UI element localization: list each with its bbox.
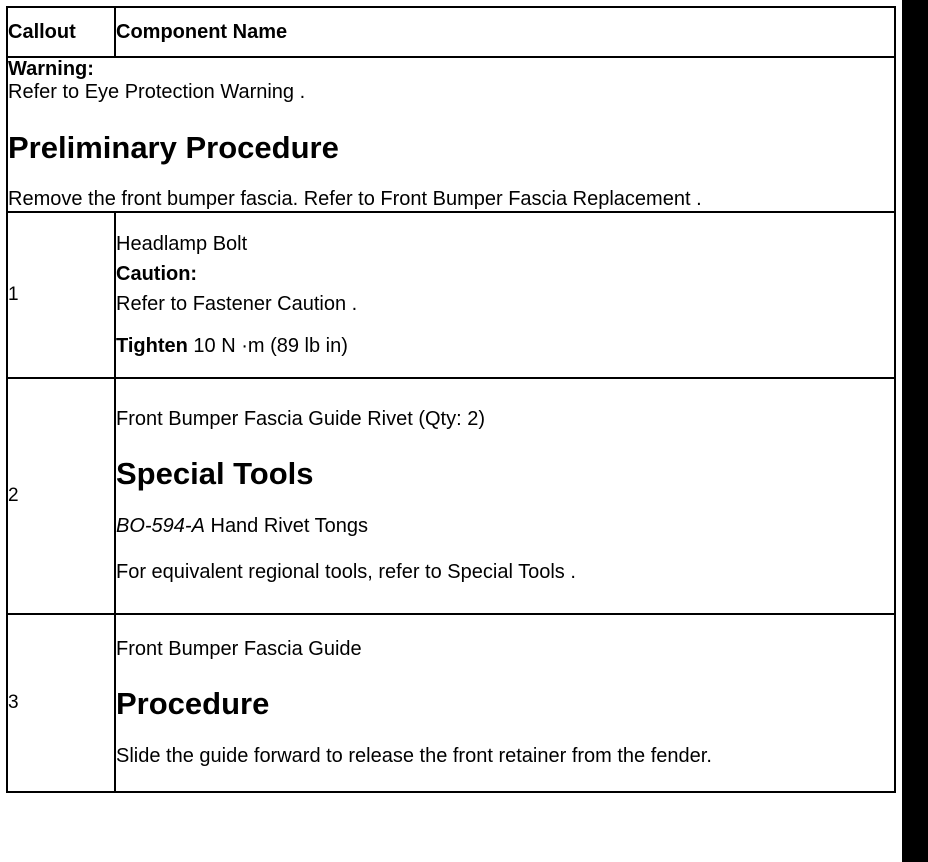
callout-cell: 3	[7, 614, 115, 792]
component-name: Front Bumper Fascia Guide	[116, 637, 362, 660]
preliminary-procedure-heading: Preliminary Procedure	[8, 130, 339, 165]
component-cell	[115, 614, 895, 792]
caution-label: Caution:	[116, 262, 198, 285]
tool-code: BO-594-A	[116, 515, 205, 538]
component-name: Headlamp Bolt	[116, 232, 248, 255]
procedure-heading: Procedure	[116, 685, 270, 721]
intro-row	[7, 57, 895, 212]
callout-cell: 1	[7, 212, 115, 378]
tool-name: Hand Rivet Tongs	[204, 515, 368, 538]
intro-cell	[7, 57, 895, 212]
special-tools-heading: Special Tools	[116, 455, 314, 491]
table-header-row	[7, 7, 895, 57]
warning-label: Warning:	[8, 58, 94, 80]
header-component-name: Component Name	[115, 7, 895, 57]
preliminary-procedure-text: Remove the front bumper fascia. Refer to Front Bumper Fascia Replacement .	[8, 187, 702, 210]
component-table	[6, 6, 896, 793]
warning-text: Refer to Eye Protection Warning .	[8, 81, 306, 103]
caution-text: Refer to Fastener Caution .	[116, 292, 358, 315]
tighten-value: 10 N ·m (89 lb in)	[187, 334, 348, 357]
header-callout: Callout	[7, 7, 115, 57]
right-edge-bar	[902, 0, 928, 862]
tighten-spec	[116, 331, 894, 361]
tighten-label: Tighten	[116, 334, 188, 357]
component-cell	[115, 378, 895, 614]
table-row	[7, 212, 895, 378]
table-row	[7, 378, 895, 614]
component-cell	[115, 212, 895, 378]
component-name: Front Bumper Fascia Guide Rivet (Qty: 2)	[116, 407, 486, 430]
special-tools-note: For equivalent regional tools, refer to Special Tools .	[116, 561, 576, 584]
special-tool-entry	[116, 511, 894, 541]
callout-cell: 2	[7, 378, 115, 614]
procedure-text: Slide the guide forward to release the front retainer from the fender.	[116, 745, 712, 768]
table-row	[7, 614, 895, 792]
